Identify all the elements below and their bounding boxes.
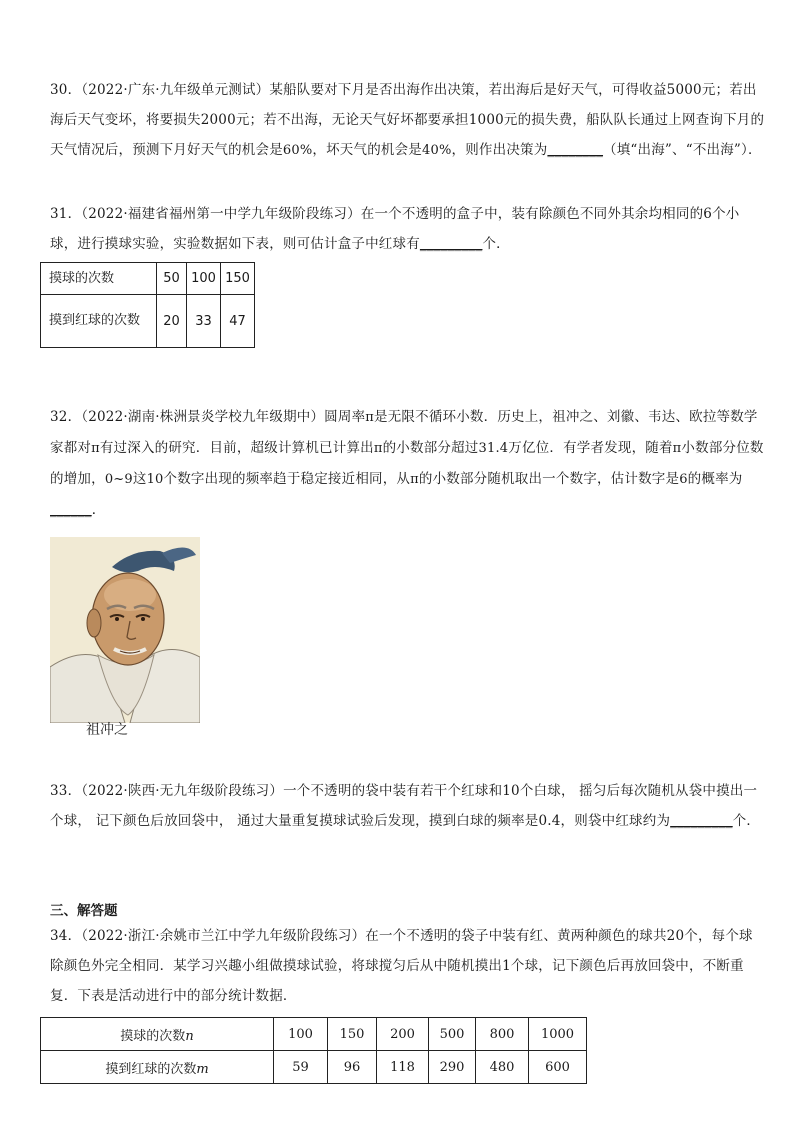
q32-text-a: 32．（2022·湖南·株洲景炎学校九年级期中）圆周率 xyxy=(50,409,366,425)
q32-text-g: 这 xyxy=(132,471,147,487)
table-row xyxy=(41,1051,587,1084)
question-31 xyxy=(50,199,765,259)
q30-bad-weather-chance: 40% xyxy=(422,143,452,158)
question-33 xyxy=(50,776,765,836)
q32-answer-blank[interactable]: ______ xyxy=(50,502,92,518)
q32-text-i: 的小数部分随机取出一个数字，估计数字是 xyxy=(418,471,680,487)
q30-tail-text: ，则作出决策为 xyxy=(451,142,548,158)
q34-row2-label xyxy=(41,1051,274,1084)
table-row xyxy=(41,263,255,295)
q30-answer-blank[interactable]: ________ xyxy=(547,142,604,158)
q34-row1-cell: 800 xyxy=(476,1018,529,1051)
q33-end-text: 个． xyxy=(732,813,761,829)
zu-chongzhi-portrait xyxy=(50,537,200,723)
q31-answer-blank[interactable]: _________ xyxy=(419,236,483,252)
q34-row2-cell: 480 xyxy=(476,1051,529,1084)
q31-text: 31．（2022·福建省福州第一中学九年级阶段练习）在一个不透明的盒子中，装有除颜色不同外其余均相同的6个小球，进行摸球实验，实验数据如下表，则可估计盒子中红球有 xyxy=(50,206,740,252)
q34-row2-cell: 600 xyxy=(529,1051,587,1084)
q34-text: 34．（2022·浙江·余姚市兰江中学九年级阶段练习）在一个不透明的袋子中装有红、黄两种颜色的球共20个，每个球除颜色外完全相同．某学习兴趣小组做摸球试验，将球搅匀后从中随机摸出1个球，记下颜色后再放回袋中，不断重复．下表是活动进行中的部分统计数据． xyxy=(50,928,753,1004)
q31-row2-cell: 20 xyxy=(157,295,187,348)
q34-row1-cell: 150 xyxy=(328,1018,377,1051)
q34-row2-cell: 59 xyxy=(274,1051,328,1084)
q34-row2-cell: 290 xyxy=(429,1051,476,1084)
q32-number: 31.4 xyxy=(478,441,509,456)
q31-row1-label: 摸球的次数 xyxy=(41,263,157,295)
q31-row1-cell: 50 xyxy=(157,263,187,295)
q32-text-f: 小数部分位数的增加， xyxy=(50,440,764,487)
q32-text-c: 有过深入的研究．目前，超级计算机已计算出 xyxy=(99,440,374,456)
q34-row1-cell: 500 xyxy=(429,1018,476,1051)
q34-row1-cell: 200 xyxy=(377,1018,429,1051)
question-30 xyxy=(50,75,765,166)
q30-mid-text: ，坏天气的机会是 xyxy=(312,142,423,158)
q31-row1-cell: 150 xyxy=(221,263,255,295)
q34-row1-var: n xyxy=(185,1028,194,1044)
q34-row1-cell: 1000 xyxy=(529,1018,587,1051)
q31-end-text: 个． xyxy=(482,236,510,252)
pi-symbol: π xyxy=(365,410,375,425)
pi-symbol: π xyxy=(91,441,100,456)
q31-row2-cell: 47 xyxy=(221,295,255,348)
q31-row2-cell: 33 xyxy=(187,295,221,348)
portrait-caption: 祖冲之 xyxy=(86,722,128,738)
q34-row1-label-text: 摸球的次数 xyxy=(120,1028,186,1044)
q32-text-j: 的概率为 xyxy=(687,471,743,487)
q31-row1-cell: 100 xyxy=(187,263,221,295)
q30-good-weather-chance: 60% xyxy=(282,143,313,158)
q32-text-e: 万亿位．有学者发现，随着 xyxy=(508,440,673,456)
table-row xyxy=(41,295,255,348)
q34-row2-label-text: 摸到红球的次数 xyxy=(105,1061,197,1077)
q32-end-text: ． xyxy=(91,502,106,518)
pi-symbol: π xyxy=(373,441,383,456)
section-heading: 三、解答题 xyxy=(50,903,118,919)
q32-text-d: 的小数部分超过 xyxy=(382,440,479,456)
question-34 xyxy=(50,921,765,1011)
q34-row2-cell: 118 xyxy=(377,1051,429,1084)
q30-end-text: （填“出海”、“不出海”）． xyxy=(603,142,762,158)
question-32 xyxy=(50,402,765,525)
q32-text-b: 是无限不循环小数．历史上，祖冲之、刘徽、韦达、欧拉等数学家都对 xyxy=(50,409,758,456)
q33-text: 33．（2022·陕西·无九年级阶段练习）一个不透明的袋中装有若干个红球和10个白球， 摇匀后每次随机从袋中摸出一个球， 记下颜色后放回袋中， 通过大量重复摸球试验后发现，摸到白球的频率是0.4，则袋中红球约为 xyxy=(50,783,758,829)
q31-data-table xyxy=(40,262,255,348)
pi-symbol: π xyxy=(410,472,419,487)
q34-row2-cell: 96 xyxy=(328,1051,377,1084)
q33-answer-blank[interactable]: _________ xyxy=(670,813,733,829)
table-row xyxy=(41,1018,587,1051)
q32-ten: 10 xyxy=(146,472,164,487)
q34-row1-cell: 100 xyxy=(274,1018,328,1051)
q30-text: 30．（2022·广东·九年级单元测试）某船队要对下月是否出海作出决策，若出海后是好天气，可得收益5000元；若出海后天气变坏，将要损失2000元；若不出海，无论天气好坏都要承担1000元的损失费，船队队长通过上网查询下月的天气情况后，预测下月好天气的机会是 xyxy=(50,82,765,158)
pi-symbol: π xyxy=(672,441,682,456)
q34-data-table xyxy=(40,1017,587,1084)
q34-row1-label xyxy=(41,1018,274,1051)
q34-row2-var: m xyxy=(196,1061,209,1077)
q32-six: 6 xyxy=(679,472,688,487)
q31-row2-label: 摸到红球的次数 xyxy=(41,295,157,348)
q32-text-h: 个数字出现的频率趋于稳定接近相同，从 xyxy=(163,471,411,487)
q32-digit-range: 0~9 xyxy=(104,472,133,487)
